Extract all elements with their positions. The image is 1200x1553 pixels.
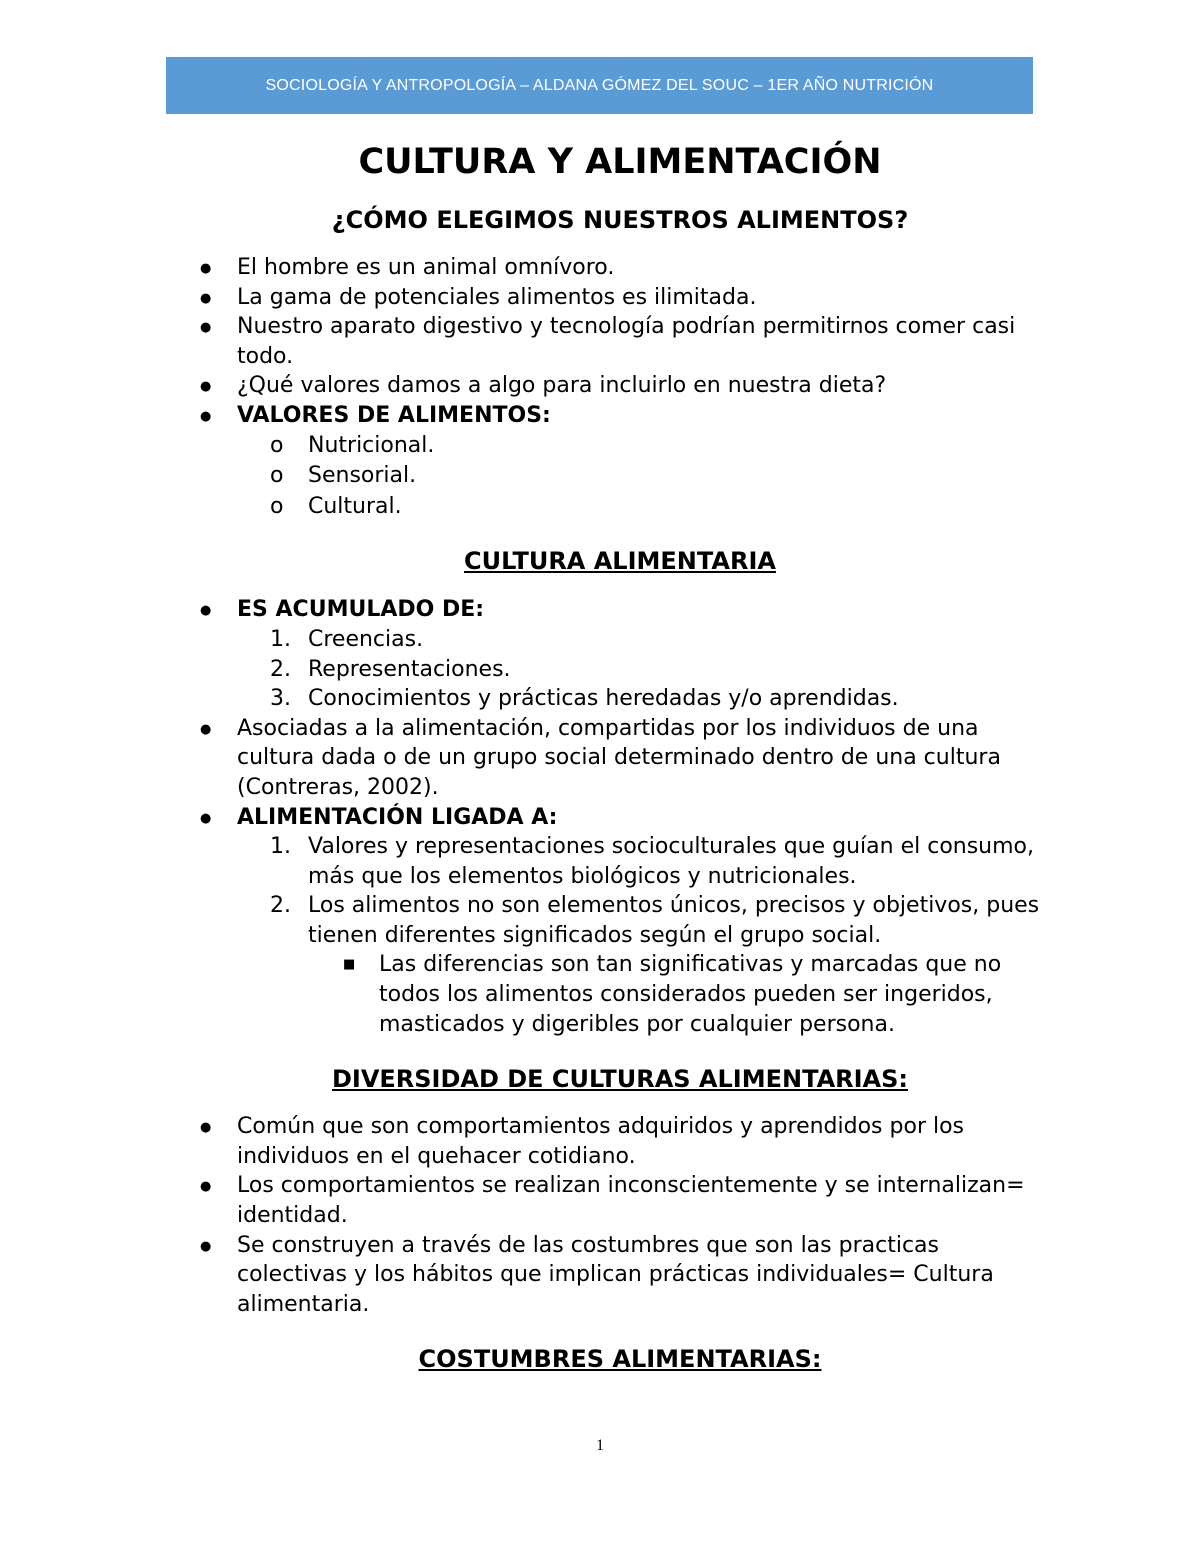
sub-item-text: Sensorial. (308, 463, 417, 489)
list-item: ● ES ACUMULADO DE: (200, 595, 1040, 625)
numbered-item (200, 891, 1040, 950)
numbered-item-text: Representaciones. (308, 656, 511, 682)
sub-list-item (200, 431, 1040, 461)
numbered-item-text: Valores y representaciones socioculturales que guían el consumo, más que los elementos biológicos y nutricionales. (308, 834, 1035, 889)
numbered-item-text: Los alimentos no son elementos únicos, precisos y objetivos, pues tienen diferentes significados según el grupo social. (308, 893, 1040, 948)
sub-list-item (200, 461, 1040, 491)
numbered-item (200, 832, 1040, 891)
number-marker: 3. (270, 686, 291, 712)
sub-item-text: Nutricional. (308, 432, 435, 458)
document-title: CULTURA Y ALIMENTACIÓN (358, 142, 882, 182)
running-header-text: SOCIOLOGÍA Y ANTROPOLOGÍA – ALDANA GÓMEZ DEL SOUC – 1ER AÑO NUTRICIÓN (265, 76, 934, 94)
list-item: ● ALIMENTACIÓN LIGADA A: (200, 803, 1040, 833)
section-heading-cultura-alimentaria: CULTURA ALIMENTARIA (464, 547, 776, 576)
numbered-item-text: Conocimientos y prácticas heredadas y/o aprendidas. (308, 686, 899, 712)
sub-marker: o (270, 432, 284, 458)
number-marker: 2. (270, 656, 291, 682)
numbered-item (200, 684, 1040, 714)
list-item: ● Se construyen a través de las costumbres que son las practicas colectivas y los hábitos que implican prácticas individuales= Cultura alimentaria. (200, 1231, 1040, 1320)
sub-list-item (200, 492, 1040, 522)
running-header (166, 57, 1033, 114)
sub-marker: o (270, 493, 284, 519)
list-item: ● VALORES DE ALIMENTOS: (200, 401, 1040, 431)
list-item: ● El hombre es un animal omnívoro. (200, 253, 1040, 283)
list-item: ● Los comportamientos se realizan inconscientemente y se internalizan= identidad. (200, 1171, 1040, 1230)
section-heading-diversidad: DIVERSIDAD DE CULTURAS ALIMENTARIAS: (331, 1065, 909, 1094)
number-marker: 1. (270, 834, 291, 860)
numbered-item-text: Creencias. (308, 626, 424, 652)
number-marker: 2. (270, 893, 291, 919)
list-item: ● Asociadas a la alimentación, compartidas por los individuos de una cultura dada o de un grupo social determinado dentro de una cultura (Contreras, 2002). (200, 714, 1040, 803)
sub-marker: o (270, 463, 284, 489)
list-item: ● Nuestro aparato digestivo y tecnología podrían permitirnos comer casi todo. (200, 312, 1040, 371)
numbered-item (200, 655, 1040, 685)
section-heading-elegimos: ¿CÓMO ELEGIMOS NUESTROS ALIMENTOS? (331, 206, 909, 234)
document-body (200, 138, 1040, 1379)
section1-list (200, 253, 1040, 521)
numbered-item (200, 625, 1040, 655)
list-item: ● Común que son comportamientos adquiridos y aprendidos por los individuos en el quehacer cotidiano. (200, 1112, 1040, 1171)
square-item-text: Las diferencias son tan significativas y marcadas que no todos los alimentos considerados pueden ser ingeridos, masticados y digeribles por cualquier persona. (379, 952, 1002, 1037)
section2-list (200, 595, 1040, 1039)
page-number: 1 (596, 1437, 604, 1454)
list-item: ● ¿Qué valores damos a algo para incluirlo en nuestra dieta? (200, 371, 1040, 401)
section-heading-costumbres: COSTUMBRES ALIMENTARIAS: (418, 1345, 822, 1374)
section3-list (200, 1112, 1040, 1319)
square-marker: ■ (343, 957, 356, 973)
list-item: ● La gama de potenciales alimentos es ilimitada. (200, 283, 1040, 313)
sub-item-text: Cultural. (308, 493, 402, 519)
square-bullet-item (200, 950, 1040, 1039)
number-marker: 1. (270, 626, 291, 652)
